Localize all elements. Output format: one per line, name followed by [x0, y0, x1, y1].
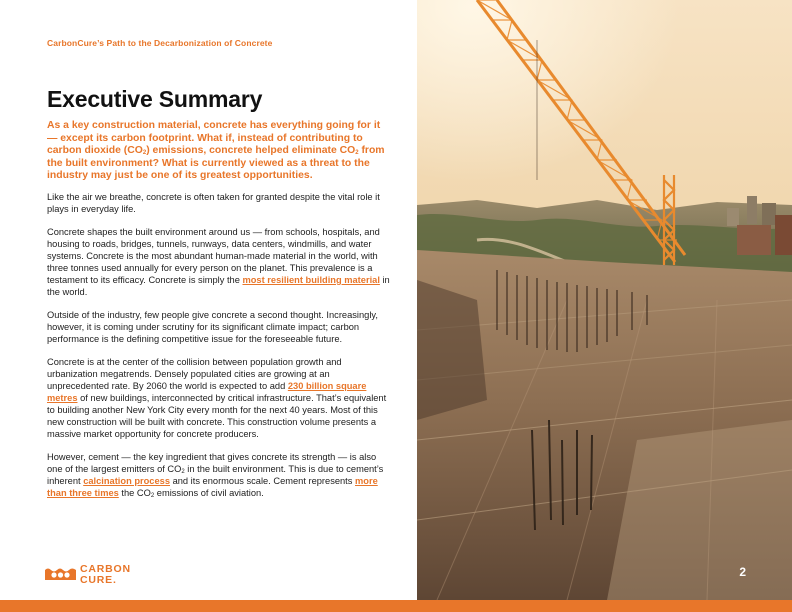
- subscript: 2: [181, 468, 185, 475]
- paragraph-text: the CO: [118, 487, 151, 498]
- paragraph-3: Outside of the industry, few people give concrete a second thought. Increasingly, however, it is coming under scrutiny for its significant climate impact; carbon performance is the defining competitive issue for the foreseeable future.: [47, 309, 378, 344]
- paragraph-text: of new buildings, interconnected by critical infrastructure. That’s equivalent to building another New York City every month for the next 40 years. Most of this new construction will be built with concrete. This construction volume presents a massive market opportunity for concrete producers.: [47, 392, 387, 440]
- logo-mark-icon: [45, 566, 76, 580]
- lead-text: As a key construction material, concrete has everything going for it — except its carbon footprint. What if, instead of contributing to carbon dioxide (CO: [47, 120, 381, 157]
- cover-photo: [417, 0, 792, 600]
- construction-site-photo: [417, 0, 792, 600]
- body-text: [47, 191, 392, 510]
- paragraph-text: emissions of civil aviation.: [154, 487, 264, 498]
- paragraph-text: and its enormous scale. Cement represents: [170, 475, 355, 486]
- footer-accent-bar: [0, 600, 792, 612]
- subscript: 2: [355, 150, 359, 157]
- link-most-resilient-building-material[interactable]: most resilient building material: [242, 275, 380, 286]
- paragraph-text: However, cement — the key ingredient that gives concrete its strength — is also one of the largest emitters of CO: [47, 451, 377, 474]
- link-more-than-three-times[interactable]: more than three times: [47, 475, 378, 498]
- lead-paragraph: [47, 120, 392, 183]
- paragraph-4: [47, 356, 392, 441]
- logo-wordmark: [80, 564, 131, 585]
- lead-text: ) emissions, concrete helped eliminate CO: [146, 145, 356, 157]
- carboncure-logo: [45, 561, 135, 587]
- page-number: 2: [739, 565, 746, 579]
- paragraph-text: in the world.: [47, 275, 390, 298]
- paragraph-5: [47, 451, 392, 499]
- subscript: 2: [150, 492, 155, 499]
- paragraph-text: Concrete shapes the built environment around us — from schools, hospitals, and housing to roads, bridges, tunnels, runways, data centers, windmills, and water systems. Concrete is the most abundant human-made material in the world, with three tonnes used annually for every person on the planet. This prevalence is a testament to its efficacy. Concrete is simply the: [47, 226, 380, 286]
- paragraph-text: Concrete is at the center of the collision between population growth and urbanization megatrends. Densely populated cities are growing at an unprecedented rate. By 2060 the world is expected to add: [47, 356, 342, 391]
- paragraph-1: Like the air we breathe, concrete is often taken for granted despite the vital role it plays in everyday life.: [47, 192, 380, 215]
- paragraph-text: in the built environment. This is due to cement’s inherent: [47, 463, 384, 486]
- link-calcination-process[interactable]: calcination process: [83, 475, 170, 486]
- subscript: 2: [142, 150, 147, 157]
- logo-line-1: CARBON: [80, 563, 131, 575]
- logo-line-2: CURE.: [80, 573, 117, 586]
- lead-text: from the built environment? What is currently viewed as a threat to the industry may just be one of its greatest opportunities.: [47, 145, 385, 182]
- running-header: CarbonCure’s Path to the Decarbonization of Concrete: [47, 38, 273, 48]
- link-230-billion-square-metres[interactable]: 230 billion square metres: [47, 380, 367, 403]
- page-title: Executive Summary: [47, 86, 263, 112]
- paragraph-2: [47, 226, 392, 299]
